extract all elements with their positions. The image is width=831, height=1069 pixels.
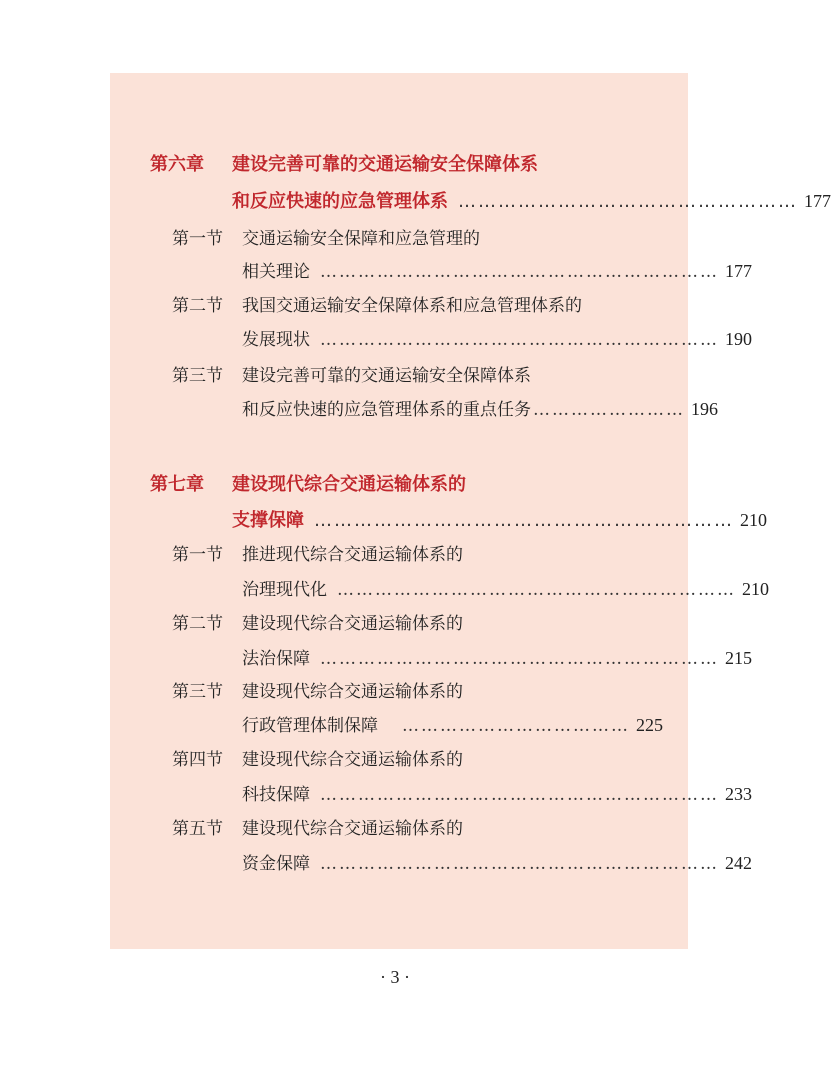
section-title: 我国交通运输安全保障体系和应急管理体系的 <box>242 296 582 316</box>
section-page: 225 <box>636 715 663 735</box>
section-label: 第三节 <box>172 682 223 702</box>
section-title-cont: 和反应快速的应急管理体系的重点任务 <box>242 400 531 420</box>
section-title: 建设现代综合交通运输体系的 <box>242 682 463 702</box>
section-6-2-cont[interactable] <box>242 324 752 354</box>
section-label: 第一节 <box>172 229 223 249</box>
section-title-cont: 资金保障 <box>242 854 310 874</box>
section-title: 推进现代综合交通运输体系的 <box>242 545 463 565</box>
section-7-1-cont[interactable] <box>242 574 769 604</box>
section-page: 233 <box>725 784 752 804</box>
chapter-7-heading-cont[interactable] <box>232 505 767 535</box>
section-page: 215 <box>725 648 752 668</box>
section-title-cont: 治理现代化 <box>242 580 327 600</box>
section-title: 建设现代综合交通运输体系的 <box>242 750 463 770</box>
section-title: 建设现代综合交通运输体系的 <box>242 819 463 839</box>
chapter-title-cont: 和反应快速的应急管理体系 <box>232 191 448 212</box>
leader-dots: ……………………………………………………… <box>320 330 719 350</box>
section-title-cont: 发展现状 <box>242 330 310 350</box>
section-label: 第五节 <box>172 819 223 839</box>
section-7-5-cont[interactable] <box>242 848 752 878</box>
section-page: 190 <box>725 329 752 349</box>
section-6-1-cont[interactable] <box>242 256 752 286</box>
chapter-label: 第六章 <box>150 154 204 175</box>
chapter-page: 177 <box>804 191 831 211</box>
chapter-page: 210 <box>740 510 767 530</box>
section-label: 第二节 <box>172 614 223 634</box>
section-6-1[interactable] <box>172 224 480 254</box>
section-7-4-cont[interactable] <box>242 779 752 809</box>
section-label: 第三节 <box>172 366 223 386</box>
section-label: 第四节 <box>172 750 223 770</box>
section-label: 第二节 <box>172 296 223 316</box>
leader-dots: …………………… <box>533 400 685 420</box>
section-7-4[interactable] <box>172 745 463 775</box>
section-page: 210 <box>742 579 769 599</box>
section-page: 177 <box>725 261 752 281</box>
section-7-1[interactable] <box>172 540 463 570</box>
chapter-title: 建设完善可靠的交通运输安全保障体系 <box>232 154 538 175</box>
chapter-6-heading-cont[interactable] <box>232 186 831 216</box>
leader-dots: …………………………………………… <box>458 191 798 212</box>
leader-dots: ……………………………… <box>402 716 630 736</box>
leader-dots: ……………………………………………………… <box>320 262 719 282</box>
leader-dots: ……………………………………………………… <box>337 580 736 600</box>
section-7-2-cont[interactable] <box>242 643 752 673</box>
page-number: · 3 · <box>380 967 410 987</box>
section-title-cont: 行政管理体制保障 <box>242 716 378 736</box>
section-7-3-cont[interactable] <box>242 710 663 740</box>
section-title-cont: 科技保障 <box>242 785 310 805</box>
section-7-5[interactable] <box>172 814 463 844</box>
leader-dots: ……………………………………………………… <box>320 649 719 669</box>
section-title: 建设完善可靠的交通运输安全保障体系 <box>242 366 531 386</box>
section-page: 196 <box>691 399 718 419</box>
chapter-6-heading[interactable] <box>150 150 538 180</box>
section-title-cont: 法治保障 <box>242 649 310 669</box>
leader-dots: ……………………………………………………… <box>320 785 719 805</box>
leader-dots: ……………………………………………………… <box>314 510 734 531</box>
section-title: 交通运输安全保障和应急管理的 <box>242 229 480 249</box>
section-6-2[interactable] <box>172 291 582 321</box>
section-7-3[interactable] <box>172 677 463 707</box>
section-label: 第一节 <box>172 545 223 565</box>
chapter-title: 建设现代综合交通运输体系的 <box>232 474 466 495</box>
section-7-2[interactable] <box>172 609 463 639</box>
leader-dots: ……………………………………………………… <box>320 854 719 874</box>
chapter-title-cont: 支撑保障 <box>232 510 304 531</box>
section-title: 建设现代综合交通运输体系的 <box>242 614 463 634</box>
chapter-7-heading[interactable] <box>150 470 466 500</box>
section-6-3-cont[interactable] <box>242 394 718 424</box>
section-title-cont: 相关理论 <box>242 262 310 282</box>
section-6-3[interactable] <box>172 361 531 391</box>
section-page: 242 <box>725 853 752 873</box>
chapter-label: 第七章 <box>150 474 204 495</box>
